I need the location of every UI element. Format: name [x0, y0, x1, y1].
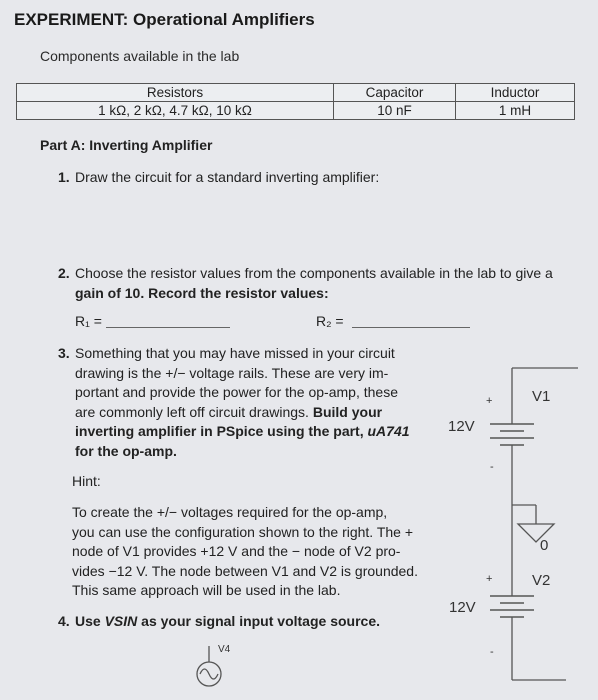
v4-sine-symbol [200, 669, 218, 679]
v1-plus-sign: + [486, 395, 493, 407]
question-3-number: 3. [58, 345, 70, 361]
question-3-part-name: uA741 [367, 423, 410, 439]
hint-line-3: node of V1 provides +12 V and the − node of V2 pro- [72, 543, 401, 559]
question-3-line-2: drawing is the +/− voltage rails. These are very im- [75, 364, 389, 381]
v2-label: V2 [532, 572, 551, 589]
v2-plus-sign: + [486, 573, 493, 585]
question-4-text-post: as your signal input voltage source. [141, 613, 380, 629]
v2-minus-sign: - [490, 646, 494, 658]
cell-capacitor: 10 nF [334, 102, 456, 120]
question-2-number: 2. [58, 265, 70, 281]
hint-line-4: vides −12 V. The node between V1 and V2 is grounded. [72, 562, 418, 579]
header-capacitor: Capacitor [334, 84, 456, 102]
ground-symbol [518, 524, 554, 542]
question-2-text-line-2: gain of 10. Record the resistor values: [75, 284, 329, 301]
page-title: EXPERIMENT: Operational Amplifiers [14, 10, 315, 29]
question-3-bold-1: Build your [312, 403, 383, 420]
v1-label: V1 [532, 388, 551, 405]
question-3-bold-3: for the op-amp. [75, 442, 177, 459]
question-4-source: VSIN [104, 613, 138, 629]
question-3-bold-2: inverting amplifier in PSpice using the part, [75, 423, 364, 439]
v2-value: 12V [449, 599, 476, 616]
v1-value: 12V [448, 418, 475, 435]
part-a-heading: Part A: Inverting Amplifier [40, 137, 213, 153]
question-2-text-line-1: Choose the resistor values from the components available in the lab to give a [75, 265, 553, 281]
question-3-line-4: are commonly left off circuit drawings. [75, 403, 309, 420]
hint-line-1: To create the +/− voltages required for the op-amp, [72, 504, 388, 520]
v4-label: V4 [218, 644, 231, 655]
ground-label: 0 [540, 537, 549, 554]
question-3-line-3: portant and provide the power for the op-amp, these [75, 384, 398, 400]
question-1-text: Draw the circuit for a standard inverting amplifier: [75, 169, 380, 185]
hint-line-5: This same approach will be used in the lab. [72, 582, 341, 598]
header-resistors: Resistors [17, 84, 334, 102]
hint-line-2: you can use the configuration shown to the right. The + [72, 523, 414, 540]
question-4-text-pre: Use [75, 613, 101, 629]
r1-label: R₁ = [75, 313, 102, 329]
hint-label: Hint: [72, 473, 101, 489]
header-inductor: Inductor [456, 84, 575, 102]
question-4-number: 4. [58, 613, 70, 629]
question-1-number: 1. [58, 169, 70, 185]
cell-resistors: 1 kΩ, 2 kΩ, 4.7 kΩ, 10 kΩ [17, 102, 334, 120]
cell-inductor: 1 mH [456, 102, 575, 120]
v1-minus-sign: - [490, 461, 494, 473]
question-3-line-1: Something that you may have missed in your circuit [75, 345, 395, 361]
components-heading: Components available in the lab [40, 48, 240, 64]
r2-label: R₂ = [316, 313, 344, 329]
